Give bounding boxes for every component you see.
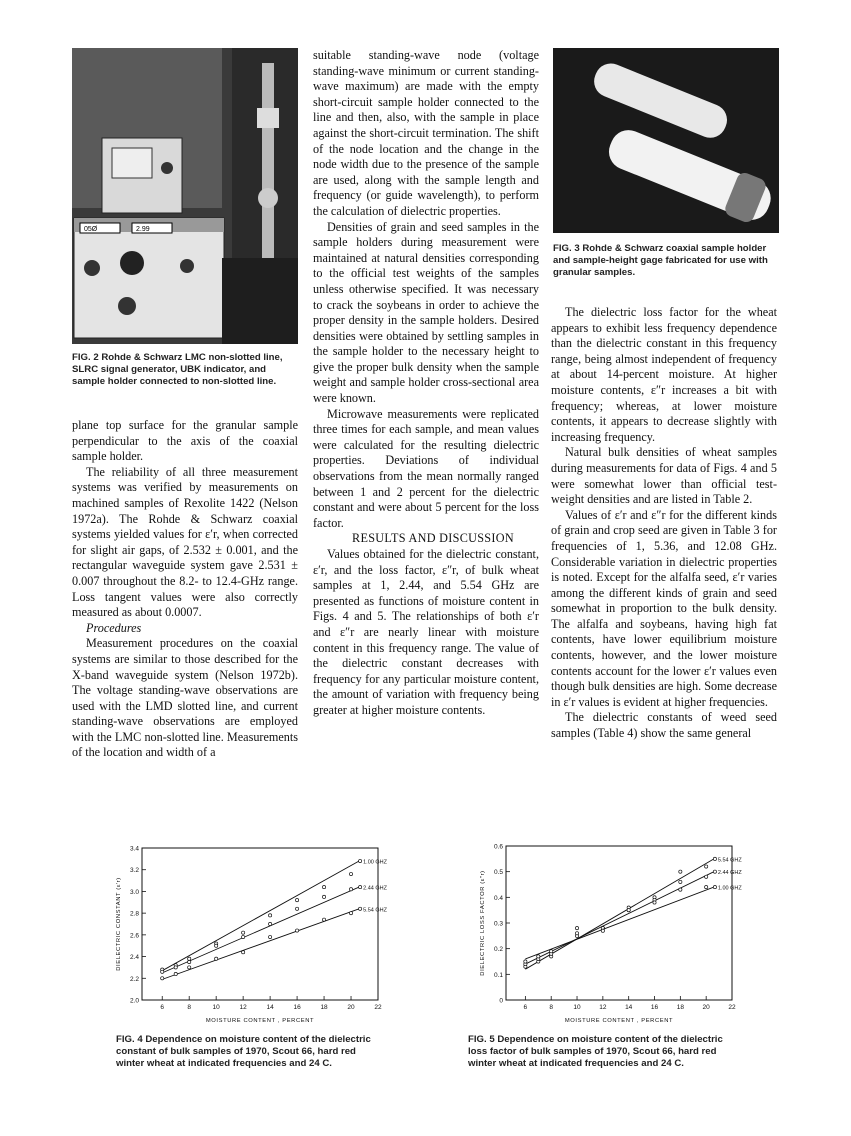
series-end-marker	[713, 870, 716, 873]
data-point	[349, 912, 352, 915]
y-tick-label: 0.3	[493, 920, 503, 928]
series-end-marker	[359, 907, 362, 910]
data-point	[269, 935, 272, 938]
series-label: 1.00 GHZ	[717, 885, 742, 892]
procedures-heading: Procedures	[86, 620, 142, 635]
column-3	[551, 305, 777, 742]
fig5-caption: FIG. 5 Dependence on moisture content of the dielectric loss factor of bulk samples of 1970, Scout 66, hard red winter wheat at indicated frequencies and 24 C.	[468, 1034, 723, 1069]
y-tick-label: 2.2	[129, 975, 139, 983]
y-tick-label: 0.1	[493, 971, 503, 979]
x-tick-label: 16	[650, 1004, 659, 1011]
data-point	[705, 865, 708, 868]
column-2	[313, 48, 539, 719]
x-tick-label: 16	[293, 1004, 301, 1011]
x-tick-label: 12	[239, 1004, 247, 1011]
data-point	[322, 885, 325, 888]
x-tick-label: 10	[573, 1004, 581, 1011]
x-tick-label: 20	[347, 1004, 355, 1011]
data-point	[575, 927, 578, 930]
y-tick-label: 0	[499, 997, 503, 1005]
data-point	[537, 955, 540, 958]
col2-paragraph-2: Densities of grain and seed samples in the sample holders during measurement were maintained at natural densities corresponding to the official test weights of the samples unless otherwise specified. It was necessary to crack the soybeans in order to achieve the proper density in the sample holders. Desired densities were obtained by settling samples in the sample holder to the necessary height to give the proper bulk density when the sample weight and sample holder cross-sectional area were known.	[313, 219, 539, 406]
data-point	[174, 972, 177, 975]
series-line	[162, 887, 359, 973]
x-tick-label: 6	[160, 1004, 165, 1011]
data-point	[679, 888, 682, 891]
fig3-photo	[553, 48, 779, 233]
col2-paragraph-4: Values obtained for the dielectric constant, ε′r, and the loss factor, ε″r, of bulk wheat samples at 1, 2.44, and 5.54 GHz are presented as functions of moisture content in Figs. 4 and 5. The relationships of both ε′r and ε″r are nearly linear with moisture content in this frequency range. The value of the dielectric constant decreases with frequency for any particular moisture content, the amount of variation with frequency being greater at higher moisture contents.	[313, 547, 539, 717]
fig4-chart-svg	[108, 840, 387, 1030]
fig3-caption: FIG. 3 Rohde & Schwarz coaxial sample holder and sample-height gage fabricated for use with granular samples.	[553, 243, 768, 278]
data-point	[705, 885, 708, 888]
data-point	[161, 970, 164, 973]
y-axis-label: DIELECTRIC LOSS FACTOR (ε″r)	[480, 870, 486, 976]
series-end-marker	[359, 859, 362, 862]
data-point	[269, 914, 272, 917]
data-point	[174, 966, 177, 969]
y-tick-label: 2.8	[129, 910, 139, 918]
fig4-caption: FIG. 4 Dependence on moisture content of the dielectric constant of bulk samples of 1970, Scout 66, hard red winter wheat at indicated frequencies and 24 C.	[116, 1034, 371, 1069]
series-end-marker	[359, 885, 362, 888]
data-point	[215, 944, 218, 947]
col2-paragraph-3: Microwave measurements were replicated three times for each sample, and mean values were calculated for the resulting dielectric properties. Deviations of individual observations from the mean normally ranged between 1 and 2 percent for the dielectric constant and were about 5 percent for the loss factor.	[313, 406, 539, 530]
x-tick-label: 18	[676, 1004, 684, 1011]
series-line	[525, 859, 714, 969]
fig2-readout-left: 05Ø	[84, 226, 98, 233]
data-point	[295, 907, 298, 910]
x-tick-label: 22	[728, 1004, 736, 1011]
results-heading: RESULTS AND DISCUSSION	[352, 531, 514, 546]
y-tick-label: 3.0	[129, 888, 139, 896]
data-point	[705, 875, 708, 878]
y-tick-label: 0.6	[493, 843, 503, 851]
data-point	[653, 901, 656, 904]
series-label: 1.00 GHZ	[363, 859, 387, 866]
data-point	[269, 922, 272, 925]
series-end-marker	[713, 885, 716, 888]
data-point	[242, 931, 245, 934]
x-tick-label: 8	[549, 1004, 554, 1011]
series-label: 2.44 GHZ	[717, 870, 742, 877]
series-line	[162, 909, 359, 980]
col1-paragraph-3: Measurement procedures on the coaxial systems are similar to those described for the X-band waveguide system (Nelson 1972b). The voltage standing-wave observations are used with the LMD slotted line, and current standing-wave observations are employed with the LMC non-slotted line. Measurements of the location and width of a	[72, 636, 298, 760]
data-point	[627, 909, 630, 912]
data-point	[242, 935, 245, 938]
y-tick-label: 3.4	[129, 845, 139, 853]
data-point	[322, 895, 325, 898]
data-point	[188, 960, 191, 963]
series-line	[525, 872, 714, 964]
data-point	[188, 957, 191, 960]
data-point	[242, 951, 245, 954]
x-tick-label: 8	[187, 1004, 192, 1011]
x-axis-label: MOISTURE CONTENT , PERCENT	[205, 1018, 315, 1024]
y-tick-label: 3.2	[129, 867, 139, 875]
fig4-chart	[108, 840, 387, 1030]
y-tick-label: 0.5	[493, 869, 503, 877]
x-tick-label: 22	[374, 1004, 382, 1011]
fig2-caption: FIG. 2 Rohde & Schwarz LMC non-slotted line, SLRC signal generator, UBK indicator, and sample holder connected to non-slotted line.	[72, 352, 283, 387]
fig2-readout-right: 2.99	[136, 226, 150, 233]
data-point	[161, 977, 164, 980]
fig5-chart	[470, 838, 740, 1028]
y-tick-label: 2.6	[129, 932, 139, 940]
data-point	[295, 929, 298, 932]
fig5-chart-svg	[470, 838, 740, 1028]
x-tick-label: 14	[625, 1004, 633, 1011]
series-line	[525, 887, 714, 959]
col3-paragraph-4: The dielectric constants of weed seed samples (Table 4) show the same general	[551, 710, 777, 741]
series-line	[162, 861, 359, 971]
col1-paragraph-2: The reliability of all three measurement systems was verified by measurements on machined samples of Rexolite 1422 (Nelson 1972a). The Rohde & Schwarz coaxial systems yielded values for ε′r, when corrected for slight air gaps, of 2.532 ± 0.001, and the rectangular waveguide system gave 2.531 ± 0.007 throughout the 8.2- to 12.4-GHz range. Loss tangent values were also correctly measured as about 0.0007.	[72, 464, 298, 620]
data-point	[322, 918, 325, 921]
y-axis-label: DIELECTRIC CONSTANT (ε′r)	[116, 877, 122, 971]
x-axis-label: MOISTURE CONTENT , PERCENT	[564, 1018, 674, 1024]
x-tick-label: 10	[212, 1004, 220, 1011]
fig2-photo	[72, 48, 298, 344]
series-label: 5.54 GHZ	[717, 857, 742, 864]
x-tick-label: 6	[523, 1004, 528, 1011]
col3-paragraph-2: Natural bulk densities of wheat samples during measurements for data of Figs. 4 and 5 were somewhat lower than official test-weight densities and are listed in Table 2.	[551, 445, 777, 507]
y-tick-label: 2.0	[129, 997, 139, 1005]
col1-paragraph-1: plane top surface for the granular sample perpendicular to the axis of the coaxial sample holder.	[72, 418, 298, 464]
y-tick-label: 0.2	[493, 946, 503, 954]
y-tick-label: 2.4	[129, 954, 139, 962]
series-label: 2.44 GHZ	[363, 885, 387, 892]
data-point	[679, 880, 682, 883]
data-point	[349, 872, 352, 875]
col3-paragraph-1: The dielectric loss factor for the wheat appears to exhibit less frequency dependence than the dielectric constant in this frequency range, being almost independent of frequency at about 14-percent moisture. At higher moisture contents, ε″r increases a bit with frequency; whereas, at lower moisture contents, it appears to decrease slightly with increasing frequency.	[551, 305, 777, 444]
data-point	[188, 966, 191, 969]
col3-paragraph-3: Values of ε′r and ε″r for the different kinds of grain and crop seed are given in Table 3 for frequencies of 1, 5.36, and 12.08 GHz. Considerable variation in dielectric properties is noted. Except for the alfalfa seed, ε′r varies among the different kinds of grain and seed somewhat in proportion to the bulk density. The alfalfa and soybeans, having high fat contents, have lower equilibrium moisture contents, however, and the lower moisture contents account for the lower ε′r values even though bulk densities are high. Some decrease in ε′r values is evident at higher frequencies.	[551, 507, 777, 709]
data-point	[679, 870, 682, 873]
col2-paragraph-1: suitable standing-wave node (voltage standing-wave minimum or current standing-wave maximum) are made with the empty short-circuit sample holder connected to the line and then, also, with the sample in place against the short-circuit termination. The shift of the node location and the change in the node width due to the presence of the sample are used, along with the sample length and frequency (or guide wavelength), to perform the calculation of dielectric properties.	[313, 48, 539, 218]
x-tick-label: 14	[266, 1004, 274, 1011]
plot-frame	[142, 848, 378, 1000]
column-1	[72, 418, 298, 761]
series-label: 5.54 GHZ	[363, 907, 387, 914]
series-end-marker	[713, 857, 716, 860]
x-tick-label: 12	[599, 1004, 607, 1011]
x-tick-label: 18	[320, 1004, 328, 1011]
y-tick-label: 0.4	[493, 894, 503, 902]
data-point	[349, 888, 352, 891]
data-point	[524, 960, 527, 963]
data-point	[575, 932, 578, 935]
x-tick-label: 20	[702, 1004, 710, 1011]
data-point	[601, 929, 604, 932]
data-point	[295, 899, 298, 902]
data-point	[550, 950, 553, 953]
data-point	[215, 957, 218, 960]
